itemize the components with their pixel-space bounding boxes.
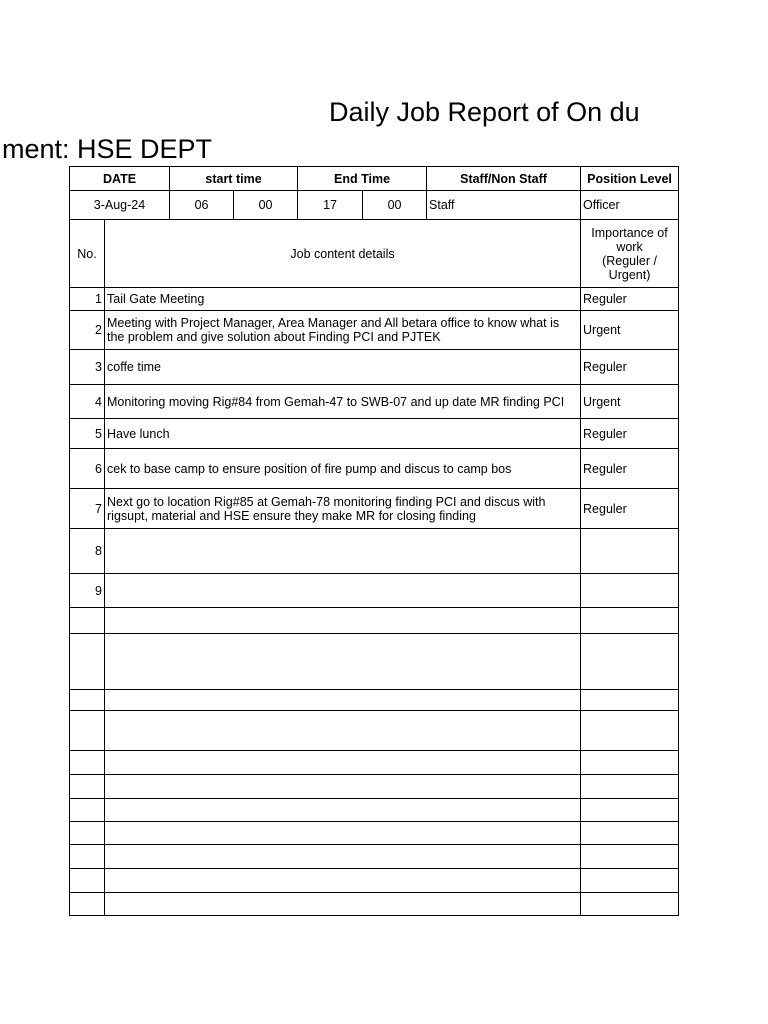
job-row <box>70 822 679 845</box>
job-row <box>70 385 679 419</box>
job-number[interactable]: 6 <box>70 449 105 489</box>
job-importance[interactable]: Reguler <box>581 489 679 529</box>
job-detail[interactable] <box>105 822 581 845</box>
job-row <box>70 574 679 608</box>
job-detail[interactable] <box>105 775 581 799</box>
job-number[interactable] <box>70 711 105 751</box>
job-row <box>70 350 679 385</box>
job-row <box>70 608 679 634</box>
importance-header-line1: Importance of work <box>591 225 668 254</box>
job-importance[interactable] <box>581 822 679 845</box>
job-number[interactable]: 2 <box>70 311 105 350</box>
department-label <box>2 132 369 166</box>
job-detail[interactable]: Meeting with Project Manager, Area Manager and All betara office to know what is the problem and give solution about Finding PCI and PJTEK <box>105 311 581 350</box>
end-hour-value[interactable]: 17 <box>298 191 363 220</box>
job-detail[interactable]: cek to base camp to ensure position of fire pump and discus to camp bos <box>105 449 581 489</box>
job-row <box>70 751 679 775</box>
job-detail[interactable] <box>105 690 581 711</box>
position-header: Position Level <box>581 167 679 191</box>
job-number[interactable] <box>70 822 105 845</box>
job-detail[interactable] <box>105 869 581 893</box>
job-number[interactable] <box>70 751 105 775</box>
job-number[interactable] <box>70 845 105 869</box>
job-row <box>70 529 679 574</box>
job-row <box>70 634 679 690</box>
start-hour-value[interactable]: 06 <box>170 191 234 220</box>
job-importance[interactable]: Urgent <box>581 385 679 419</box>
report-title: Daily Job Report of On du <box>329 97 640 127</box>
job-number[interactable]: 8 <box>70 529 105 574</box>
job-importance[interactable] <box>581 634 679 690</box>
job-detail[interactable] <box>105 529 581 574</box>
job-detail[interactable]: Have lunch <box>105 419 581 449</box>
job-number[interactable]: 4 <box>70 385 105 419</box>
department-text: ment: HSE DEPT <box>2 134 213 164</box>
job-row <box>70 775 679 799</box>
job-row <box>70 799 679 822</box>
job-detail[interactable] <box>105 574 581 608</box>
job-row <box>70 449 679 489</box>
job-row <box>70 419 679 449</box>
job-importance[interactable]: Reguler <box>581 449 679 489</box>
date-header: DATE <box>70 167 170 191</box>
job-importance[interactable] <box>581 529 679 574</box>
job-importance[interactable] <box>581 574 679 608</box>
job-row <box>70 893 679 916</box>
job-importance[interactable] <box>581 751 679 775</box>
job-detail[interactable] <box>105 634 581 690</box>
staff-value[interactable]: Staff <box>427 191 581 220</box>
job-row <box>70 869 679 893</box>
date-value[interactable]: 3-Aug-24 <box>70 191 170 220</box>
job-importance[interactable] <box>581 608 679 634</box>
staff-header: Staff/Non Staff <box>427 167 581 191</box>
column-header-row <box>70 220 679 288</box>
job-detail[interactable] <box>105 711 581 751</box>
job-row <box>70 711 679 751</box>
job-detail[interactable]: Tail Gate Meeting <box>105 288 581 311</box>
importance-header-line2: (Reguler / Urgent) <box>602 253 657 282</box>
job-number[interactable] <box>70 799 105 822</box>
job-number[interactable] <box>70 608 105 634</box>
job-number[interactable] <box>70 893 105 916</box>
job-number[interactable] <box>70 775 105 799</box>
job-number[interactable]: 5 <box>70 419 105 449</box>
job-importance[interactable] <box>581 869 679 893</box>
job-importance[interactable]: Urgent <box>581 311 679 350</box>
job-importance[interactable] <box>581 799 679 822</box>
end-time-header: End Time <box>298 167 427 191</box>
job-importance[interactable]: Reguler <box>581 350 679 385</box>
job-report-table <box>69 166 679 916</box>
job-number[interactable] <box>70 690 105 711</box>
job-importance[interactable] <box>581 893 679 916</box>
job-detail[interactable] <box>105 751 581 775</box>
job-importance[interactable] <box>581 775 679 799</box>
job-number[interactable]: 1 <box>70 288 105 311</box>
header-row <box>70 167 679 191</box>
job-importance[interactable]: Reguler <box>581 419 679 449</box>
job-number[interactable]: 7 <box>70 489 105 529</box>
job-importance[interactable] <box>581 711 679 751</box>
job-importance[interactable] <box>581 845 679 869</box>
importance-column-header <box>581 220 679 288</box>
job-row <box>70 288 679 311</box>
job-number[interactable]: 3 <box>70 350 105 385</box>
job-number[interactable]: 9 <box>70 574 105 608</box>
job-detail[interactable]: Monitoring moving Rig#84 from Gemah-47 to SWB-07 and up date MR finding PCI <box>105 385 581 419</box>
job-detail[interactable] <box>105 893 581 916</box>
info-row <box>70 191 679 220</box>
no-column-header: No. <box>70 220 105 288</box>
position-value[interactable]: Officer <box>581 191 679 220</box>
job-importance[interactable]: Reguler <box>581 288 679 311</box>
job-detail[interactable]: coffe time <box>105 350 581 385</box>
job-detail[interactable] <box>105 799 581 822</box>
job-row <box>70 690 679 711</box>
job-detail[interactable] <box>105 608 581 634</box>
job-row <box>70 489 679 529</box>
job-importance[interactable] <box>581 690 679 711</box>
job-number[interactable] <box>70 634 105 690</box>
start-minute-value[interactable]: 00 <box>234 191 298 220</box>
details-column-header: Job content details <box>105 220 581 288</box>
job-detail[interactable] <box>105 845 581 869</box>
job-row <box>70 311 679 350</box>
job-row <box>70 845 679 869</box>
end-minute-value[interactable]: 00 <box>363 191 427 220</box>
start-time-header: start time <box>170 167 298 191</box>
job-number[interactable] <box>70 869 105 893</box>
job-detail[interactable]: Next go to location Rig#85 at Gemah-78 monitoring finding PCI and discus with rigsupt, material and HSE ensure they make MR for closing finding <box>105 489 581 529</box>
